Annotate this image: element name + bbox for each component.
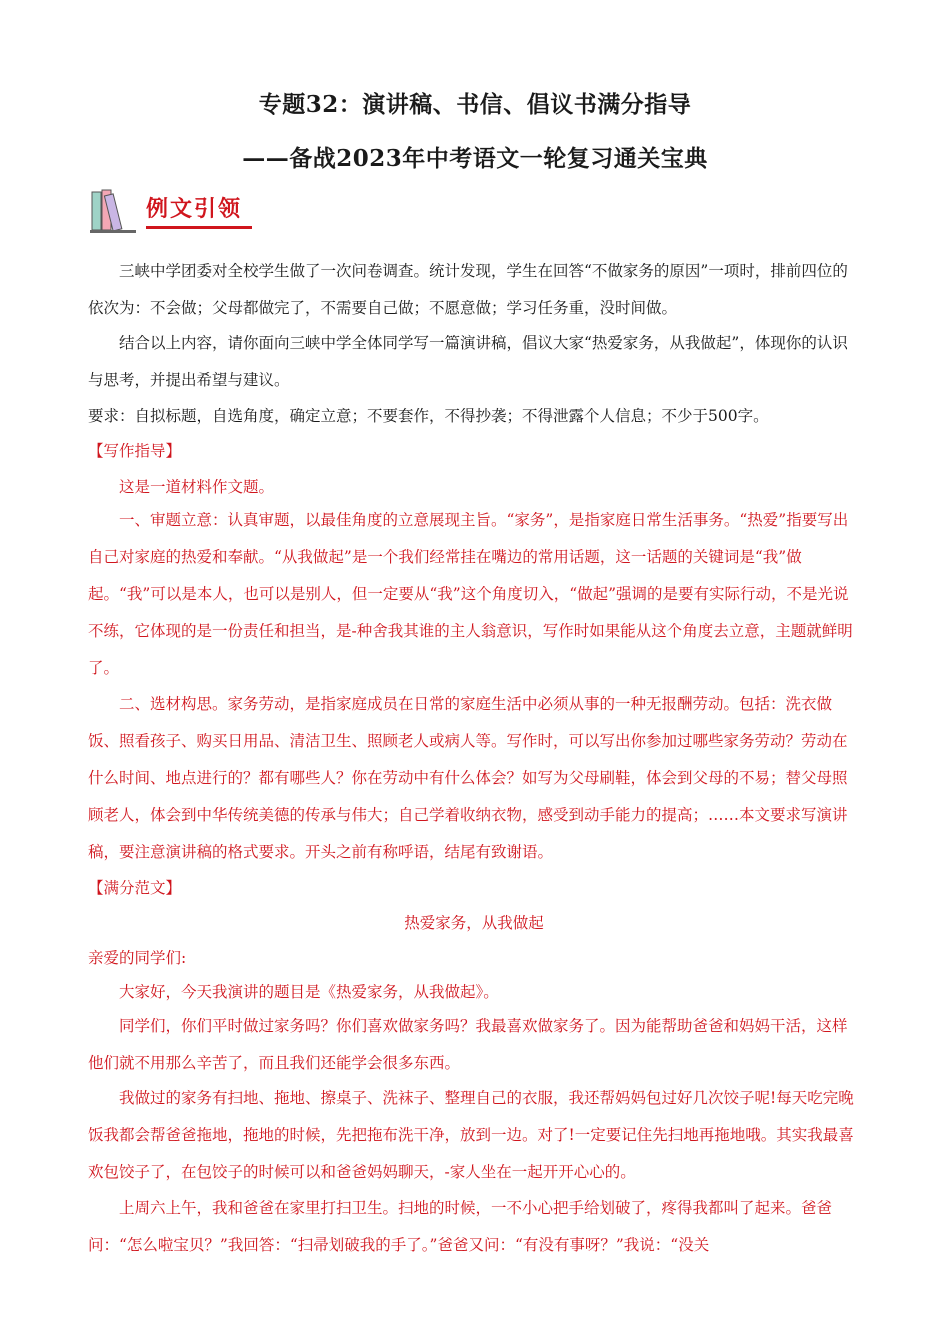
essay-paragraph-3: 我做过的家务有扫地、拖地、擦桌子、洗袜子、整理自己的衣服，我还帮妈妈包过好几次饺子呢!每天吃完晚饭我都会帮爸爸拖地，拖地的时候，先把拖布洗干净，放到一边。对了!一定要记住先扫地再拖地哦。其实我最喜欢包饺子了，在包饺子的时候可以和爸爸妈妈聊天，-家人坐在一起开开心心的。 — [88, 1089, 854, 1181]
prompt-paragraph-1: 三峡中学团委对全校学生做了一次问卷调查。统计发现，学生在回答“不做家务的原因”一项时，排前四位的依次为：不会做；父母都做完了，不需要自己做；不愿意做；学习任务重，没时间做。 — [88, 262, 848, 317]
books-icon — [90, 186, 140, 236]
document-title: 专题32：演讲稿、书信、倡议书满分指导 — [258, 91, 692, 118]
essay-heading: 【满分范文】 — [88, 879, 182, 897]
guide-point-1: 一、审题立意：认真审题，以最佳角度的立意展现主旨。“家务”，是指家庭日常生活事务。“热爱”指要写出自己对家庭的热爱和奉献。“从我做起”是一个我们经常挂在嘴边的常用话题，这一话题的关键词是“我”做起。“我”可以是本人，也可以是别人，但一定要从“我”这个角度切入，“做起”强调的是要有实际行动，不是光说不练，它体现的是一份责任和担当，是-种舍我其谁的主人翁意识，写作时如果能从这个角度去立意，主题就鲜明了。 — [88, 511, 853, 677]
document-subtitle: ——备战2023年中考语文一轮复习通关宝典 — [242, 145, 708, 172]
guide-heading: 【写作指导】 — [88, 442, 182, 460]
section-banner — [90, 186, 260, 236]
banner-underline — [146, 226, 252, 229]
essay-salutation: 亲爱的同学们: — [88, 949, 187, 967]
guide-point-2: 二、选材构思。家务劳动，是指家庭成员在日常的家庭生活中必须从事的一种无报酬劳动。包括：洗衣做饭、照看孩子、购买日用品、清洁卫生、照顾老人或病人等。写作时，可以写出你参加过哪些家务劳动？劳动在什么时间、地点进行的？都有哪些人？你在劳动中有什么体会？如写为父母刷鞋，体会到父母的不易；替父母照顾老人，体会到中华传统美德的传承与伟大；自己学着收纳衣物，感受到动手能力的提高；……本文要求写演讲稿，要注意演讲稿的格式要求。开头之前有称呼语，结尾有致谢语。 — [88, 695, 848, 861]
essay-paragraph-2: 同学们，你们平时做过家务吗？你们喜欢做家务吗？我最喜欢做家务了。因为能帮助爸爸和妈妈干活，这样他们就不用那么辛苦了，而且我们还能学会很多东西。 — [88, 1017, 848, 1072]
banner-label: 例文引领 — [146, 197, 243, 222]
prompt-requirements: 要求：自拟标题，自选角度，确定立意；不要套作，不得抄袭；不得泄露个人信息；不少于500字。 — [88, 407, 769, 425]
guide-intro: 这是一道材料作文题。 — [119, 478, 275, 496]
essay-title: 热爱家务，从我做起 — [404, 914, 544, 932]
essay-paragraph-1: 大家好，今天我演讲的题目是《热爱家务，从我做起》。 — [119, 983, 499, 1001]
prompt-paragraph-2: 结合以上内容，请你面向三峡中学全体同学写一篇演讲稿，倡议大家“热爱家务，从我做起”，体现你的认识与思考，并提出希望与建议。 — [88, 334, 848, 389]
essay-paragraph-4: 上周六上午，我和爸爸在家里打扫卫生。扫地的时候，一不小心把手给划破了，疼得我都叫了起来。爸爸问：“怎么啦宝贝？”我回答：“扫帚划破我的手了。”爸爸又问：“有没有事呀？”我说：“没关 — [88, 1199, 833, 1254]
